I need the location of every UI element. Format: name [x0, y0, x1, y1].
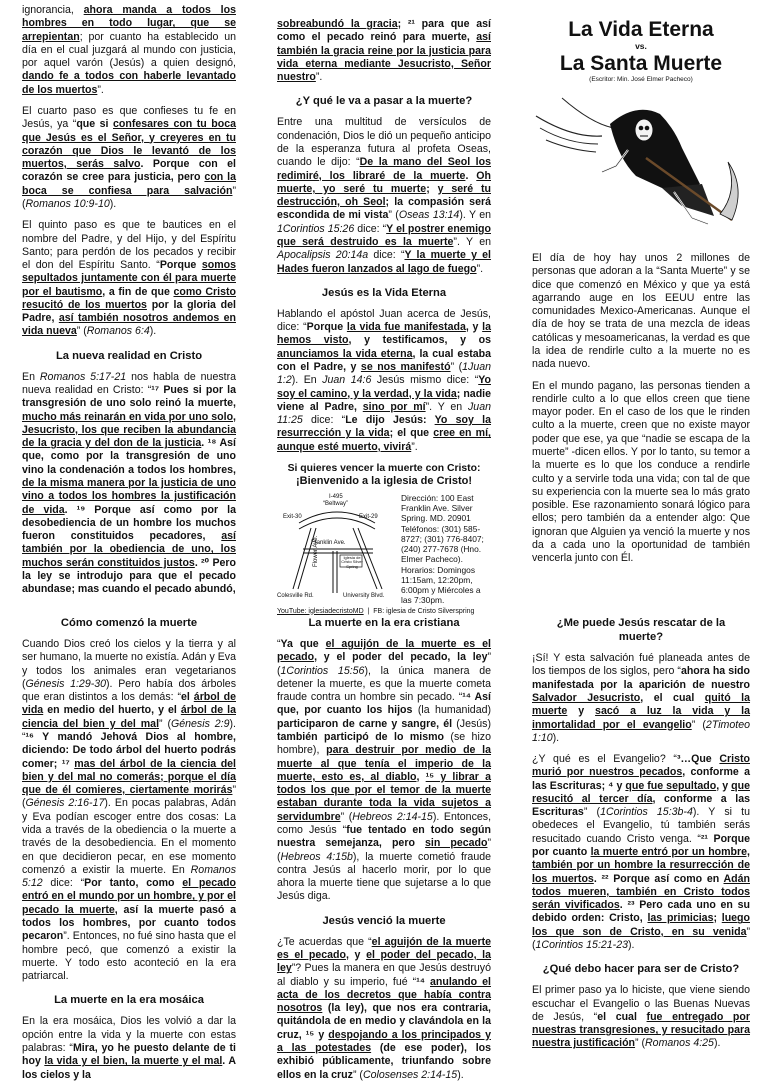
map-label-university: University Blvd.	[343, 592, 385, 599]
author-credit: (Escritor: Min. José Elmer Pacheco)	[589, 75, 693, 83]
paragraph-genesis: Cuando Dios creó los cielos y la tierra y al ser humano, la muerte no existía. Adán y Eva y todos los animales eran vegetarianos (Génesis 1:29-30). Pero había dos árboles que eran distintos a los demás: “el árbol de vida en medio del huerto, y el árbol de la ciencia del bien y del mal” (Génesis 2:9). “¹⁶ Y mandó Jehová Dios al hombre, diciendo: De todo árbol del huerto podrás comer; ¹⁷ mas del árbol de la ciencia del bien y del mal no comerás; porque el día que de él comieres, ciertamente morirás” (Génesis 2:16-17). En pocas palabras, Adán y Eva podían escoger entre dos cosas: La vida a través de la obediencia o la muerte a través de la desobediencia. En el momento en que decidieron pecar, en ese momento comenzó a existir la muerte. En Romanos 5:12 dice: “Por tanto, como el pecado entró en el mundo por un hombre, y por el pecado la muerte, así la muerte pasó a todos los hombres, por cuanto todos pecaron”. Entonces, no fué sino hasta que el hombre pecó, que comenzó a existir la muerte. Y todo esto aconteció en la era patriarcal.	[22, 638, 236, 983]
title-eternal-life: La Vida Eterna	[568, 18, 714, 41]
map-label-beltway: “Beltway”	[323, 500, 349, 507]
heading-jesus-eternal-life: Jesús es la Vida Eterna	[321, 286, 447, 299]
reaper-drawing	[532, 88, 750, 244]
paragraph-john: Hablando el apóstol Juan acerca de Jesús, dice: “Porque la vida fue manifestada, y la hemos visto, y testificamos, y os anunciamos la vida eterna, la cual estaba con el Padre, y se nos manifestó” (1Juan 1:2). En Juan 14:6 Jesús mismo dice: “Yo soy el camino, y la verdad, y la vida; nadie viene al Padre, sino por mí”. Y en Juan 11:25 dice: “Le dijo Jesús: Yo soy la resurrección y la vida; el que cree en mí, aunque esté muerto, vivirá”.	[277, 307, 492, 453]
map-drawing	[277, 493, 397, 603]
church-phones: Teléfonos: (301) 585-8727; (301) 776-8407; (240) 277-7678 (Hno. Elmer Pacheco).	[401, 523, 484, 565]
heading-what-happens-to-death: ¿Y qué le va a pasar a la muerte?	[295, 95, 473, 108]
panel-bottom-left	[22, 606, 236, 1081]
paragraph-colossians: ¿Te acuerdas que “el aguijón de la muerte es el pecado, y el poder del pecado, la ley”? Pues la manera en que Jesús destruyó al diablo y su imperio, fué “¹⁴ anulando el acta de los decretos que había contra nosotros (la ley), que nos era contraria, quitándola de en medio y clavándola en la cruz, ¹⁵ y despojando a los principados y a las potestades (de ese poder), los exhibió públicamente, triunfando sobre ellos en la cruz” (Colosenses 2:14-15).	[277, 935, 491, 1081]
heading-jesus-conquered-death: Jesús venció la muerte	[322, 914, 446, 927]
paragraph-romans-5: En Romanos 5:17-21 nos habla de nuestra nueva realidad en Cristo: “¹⁷ Pues si por la transgresión de uno solo reinó la muerte, mucho más reinarán en vida por uno solo, Jesucristo, los que reciben la abundancia de la gracia y del don de la justicia. ¹⁸ Así que, como por la transgresión de uno vino la condenación a todos los hombres, de la misma manera por la justicia de uno vino a todos los hombres la justificación de vida. ¹⁹ Porque así como por la desobediencia de un hombre los muchos fueron constituidos pecadores, así también por la obediencia de uno, los muchos serán constituidos justos. ²⁰ Pero la ley se introdujo para que el pecado abundase; mas cuando el pecado abundó,	[22, 370, 237, 596]
paragraph-fifth-step: El quinto paso es que te bautices en el nombre del Padre, y del Hijo, y del Espíritu Santo; para perdón de los pecados y recibir el don del Espíritu Santo. “Porque somos sepultados juntamente con él para muerte por el bautismo, a fin de que como Cristo resucitó de los muertos por la gloria del Padre, así también nosotros andemos en vida nueva” (Romanos 6:4).	[22, 219, 236, 338]
cta-line-1: Si quieres vencer la muerte con Cristo:	[287, 462, 481, 474]
heading-what-must-i-do: ¿Qué debo hacer para ser de Cristo?	[542, 963, 740, 976]
paragraph-hebrews: “Ya que el aguijón de la muerte es el pecado, y el poder del pecado, la ley” (1Corintios 15:56), la única manera de detener la muerte, es que la muerte cometa fraude contra un hombre sin pecado. “¹⁴ Así que, por cuanto los hijos (la humanidad) participaron de carne y sangre, él (Jesús) también participó de lo mismo (se hizo hombre), para destruir por medio de la muerte al que tenía el imperio de la muerte, esto es, al diablo, ¹⁵ y librar a todos los que por el temor de la muerte estaban durante toda la vida sujetos a servidumbre” (Hebreos 2:14-15). Entonces, como Jesús “fue tentado en todo según nuestra semejanza, pero sin pecado” (Hebreos 4:15b), la muerte cometió fraude contra Jesús al hacerlo morir, por lo que ahora la muerte tiene que sujetarse a lo que Jesús diga.	[277, 638, 492, 903]
church-address: Dirección: 100 East Franklin Ave. Silver Spring. MD. 20901	[401, 492, 474, 524]
paragraph-first-step: El primer paso ya lo hiciste, que viene siendo escuchar el Evangelio o las Buenas Nuevas de Jesús, “el cual fue entregado por nuestras transgresiones, y resucitado para nuestra justificación” (Romanos 4:25).	[532, 984, 750, 1050]
panel-bottom-middle	[277, 606, 492, 1081]
paragraph-timothy: ¡Sí! Y esta salvación fué planeada antes de los tiempos de los siglos, pero “ahora ha sido manifestada por la aparición de nuestro Salvador Jesucristo, el cual quitó la muerte y sacó a luz la vida y la inmortalidad por el evangelio” (2Timoteo 1:10).	[532, 652, 751, 744]
youtube-link[interactable]: YouTube: iglesiadecristoMD	[277, 607, 364, 615]
social-links: YouTube: iglesiadecristoMD | FB: iglesia de Cristo Silverspring	[277, 607, 475, 615]
heading-how-death-began: Cómo comenzó la muerte	[60, 617, 198, 629]
map-label-flower: Flower Ave.	[313, 535, 319, 567]
title-santa-muerte: La Santa Muerte	[559, 51, 723, 75]
cta-line-2: ¡Bienvenido a la iglesia de Cristo!	[295, 475, 473, 488]
paragraph-santa-muerte-intro: El día de hoy hay unos 2 millones de personas que adoran a la “Santa Muerte” y se dice que comenzó en México y que ya está agarrando auge en los EEUU entre las comunidades Mexico-Americanas. Aunque el día de hoy se trata de una mezcla de ideas católicas y mesoamericanas, la verdad es que la idea de rendirle culto a la muerte no es nada nuevo.	[532, 252, 750, 371]
church-invitation	[277, 462, 491, 489]
heading-new-reality: La nueva realidad en Cristo	[55, 349, 203, 362]
paragraph-gospel: ¿Y qué es el Evangelio? “³…Que Cristo murió por nuestros pecados, conforme a las Escrituras; ⁴ y que fue sepultado, y que resucitó al tercer día, conforme a las Escrituras” (1Corintios 15:3b-4). Y si tu obedeces el Evangelio, tú también serás resucitado cuando Cristo venga. “²¹ Porque por cuanto la muerte entró por un hombre, también por un hombre la resurrección de los muertos. ²² Porque así como en Adán todos mueren, también en Cristo todos serán vivificados. ²³ Pero cada uno en su debido orden: Cristo, las primicias; luego los que son de Cristo, en su venida” (1Corintios 15:21-23).	[532, 753, 751, 951]
map-label-colesville: Colesville Rd.	[277, 592, 314, 599]
heading-christian-era: La muerte en la era cristiana	[308, 617, 460, 629]
panel-bottom-right	[532, 606, 751, 1050]
paragraph-oseas: Entre una multitud de versículos de condenación, Dios le dió un pequeño anticipo de la esperanza futura al profeta Oseas, cuando le dijo: “De la mano del Seol los redimiré, los libraré de la muerte. Oh muerte, yo seré tu muerte; y seré tu destrucción, oh Seol; la compasión será escondida de mi vista” (Oseas 13:14). Y en 1Corintios 15:26 dice: “Y el postrer enemigo que será destruido es la muerte”. Y en Apocalipsis 20:14a dice: “Y la muerte y el Hades fueron lanzados al lago de fuego”.	[277, 116, 492, 275]
paragraph-pagan-world: En el mundo pagano, las personas tienden a rendirle culto a lo que ellos creen que tiene mayor poder. En el caso de los que le rinden culto a la muerte, creen que no existe mayor poder que ese, ya que “nadie se escapa de la muerte” -dicen ellos. Y por lo tanto, su temor a la muerte es lo que los conduce a rendirle culto y a servirle toda una vida; con tal de que su experiencia con la muerte sea lo más grato posible. Ese razonamiento sonará lógico para ellos; pero también da a entender algo: Que ignoran que Alguien ya venció la muerte y nos da a cada uno la oportunidad de también vencerla junto con Él.	[532, 379, 750, 565]
location-map	[277, 493, 397, 603]
church-contact-info	[401, 493, 491, 606]
facebook-link[interactable]: FB: iglesia de Cristo Silverspring	[373, 607, 475, 615]
church-location-block	[277, 493, 491, 606]
paragraph-grace: sobreabundó la gracia; ²¹ para que así como el pecado reinó para muerte, así también la gracia reine por la justicia para vida eterna mediante Jesucristo, Señor nuestro”.	[277, 18, 491, 84]
paragraph-repentance: ignorancia, ahora manda a todos los hombres en todo lugar, que se arrepientan; por cuanto ha establecido un día en el cual juzgará al mundo con justicia, por aquel varón (Jesús) a quien designó, dando fe a todos con haberle levantado de los muertos”.	[22, 4, 236, 96]
map-label-franklin: Franklin Ave.	[311, 539, 346, 546]
panel-top-middle	[277, 18, 492, 615]
map-label-church: Iglesia de Cristo Silver Spring	[341, 554, 363, 569]
panel-cover	[532, 18, 750, 602]
paragraph-mosaic: En la era mosáica, Dios les volvió a dar la opción entre la vida y la muerte con estas palabras: “Mira, yo he puesto delante de ti hoy la vida y el bien, la muerte y el mal. A los cielos y la	[22, 1015, 236, 1081]
map-label-i495: I-495	[329, 493, 343, 500]
grim-reaper-illustration	[532, 88, 750, 244]
map-label-exit30: Exit-30	[283, 513, 302, 520]
panel-top-left	[22, 4, 236, 602]
paragraph-fourth-step: El cuarto paso es que confieses tu fe en Jesús, ya “que si confesares con tu boca que Jesús es el Señor, y creyeres en tu corazón que Dios le levantó de los muertos, serás salvo. Porque con el corazón se cree para justicia, pero con la boca se confiesa para salvación” (Romanos 10:9-10).	[22, 104, 236, 210]
title-vs: vs.	[635, 41, 647, 52]
heading-can-jesus-rescue: ¿Me puede Jesús rescatar de la muerte?	[556, 617, 726, 644]
church-schedule: Horarios: Domingos 11:15am, 12:20pm, 6:00pm y Miércoles a las 7:30pm.	[401, 564, 481, 606]
heading-mosaic-era: La muerte en la era mosáica	[54, 994, 204, 1007]
map-label-exit29: Exit-29	[359, 513, 378, 520]
